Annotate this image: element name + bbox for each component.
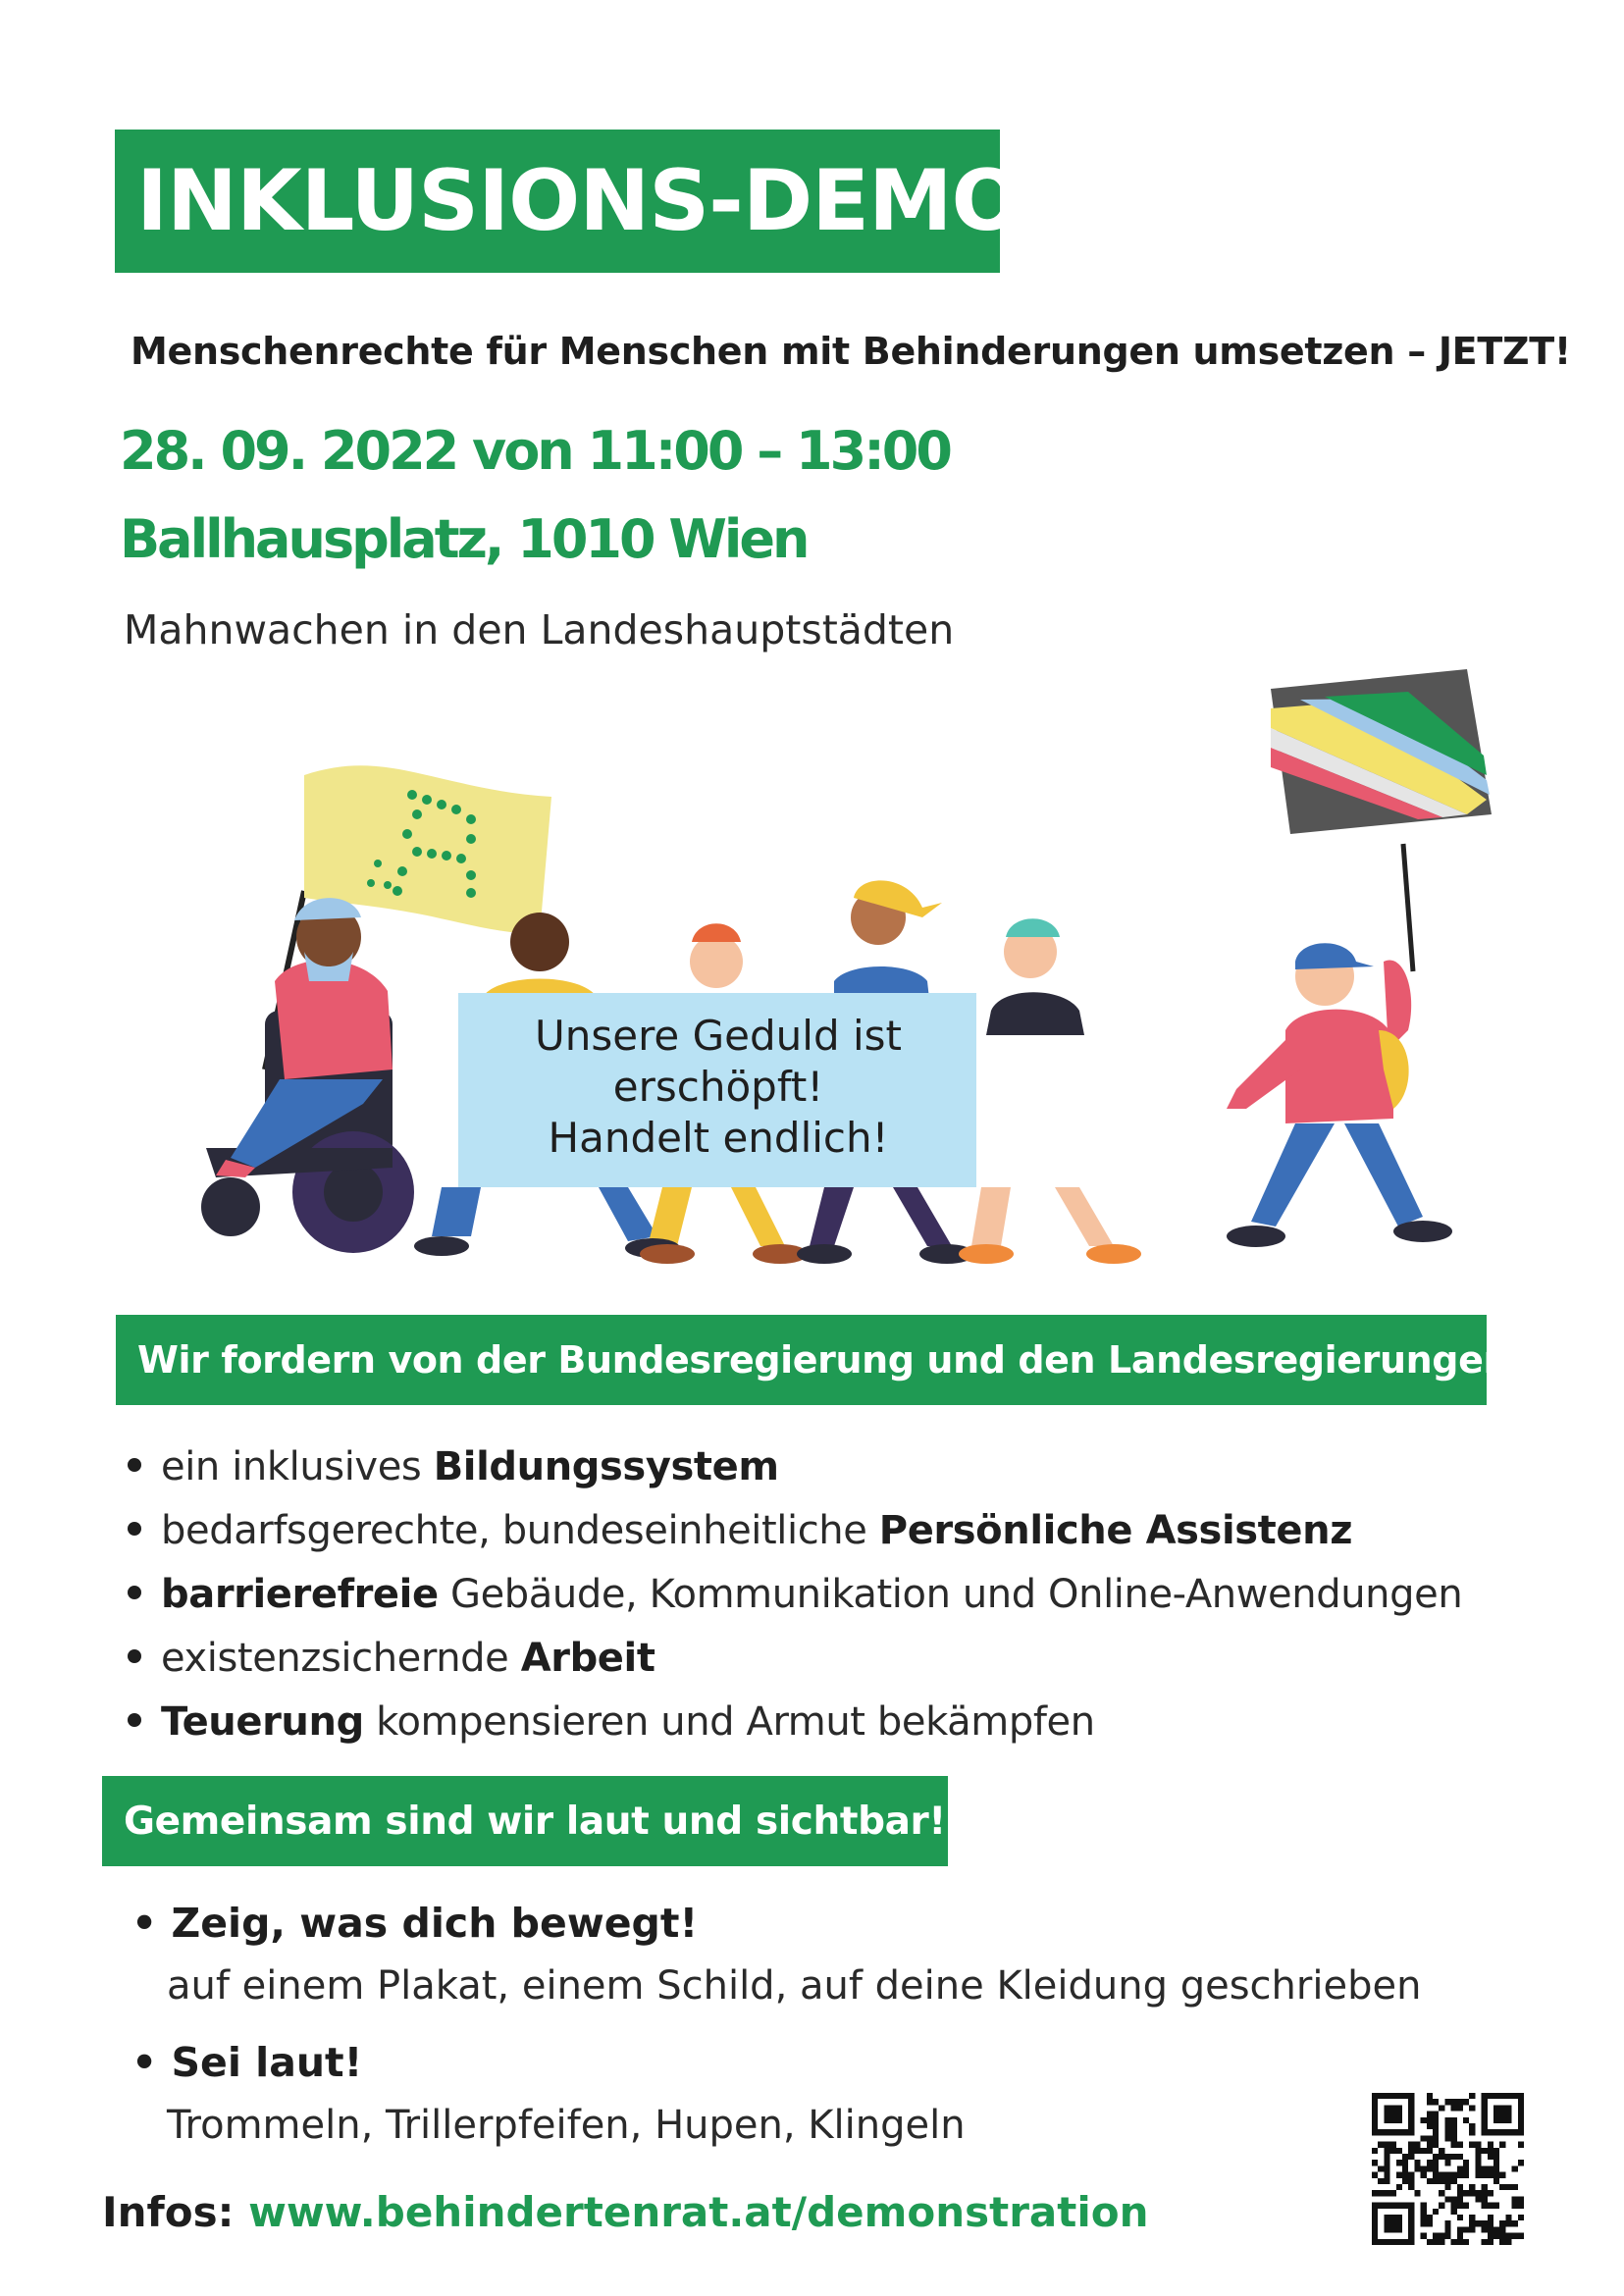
demand-text: existenzsichernde — [161, 1636, 521, 1681]
list-item — [131, 2031, 1421, 2157]
protest-banner-line-3: Handelt endlich! — [548, 1114, 889, 1162]
demand-text: ein inklusives — [161, 1444, 434, 1489]
page-title: INKLUSIONS-DEMO — [136, 152, 1022, 250]
bullet-icon — [128, 1522, 141, 1536]
demand-text: kompensieren und Armut bekämpfen — [363, 1699, 1095, 1745]
demands-list — [128, 1435, 1462, 1754]
list-item — [128, 1563, 1462, 1627]
list-item — [128, 1435, 1462, 1499]
title-banner — [115, 130, 1022, 273]
list-item — [131, 1892, 1421, 2017]
infos-link[interactable]: www.behindertenrat.at/demonstration — [248, 2188, 1149, 2236]
slogan-heading — [102, 1776, 948, 1866]
list-item — [128, 1691, 1462, 1754]
demand-text: Gebäude, Kommunikation und Online-Anwendungen — [438, 1572, 1463, 1617]
demand-bold: barrierefreie — [161, 1572, 439, 1617]
action-heading: • Sei laut! — [131, 2039, 363, 2086]
slogan-text: Gemeinsam sind wir laut und sichtbar! — [124, 1799, 946, 1844]
qr-code-icon[interactable] — [1372, 2093, 1524, 2245]
protest-banner-line-2: erschöpft! — [612, 1063, 824, 1111]
subtitle: Menschenrechte für Menschen mit Behinderungen umsetzen – JETZT! — [131, 330, 1571, 373]
demands-heading — [116, 1315, 1524, 1405]
demand-bold: Arbeit — [520, 1636, 655, 1681]
list-item — [128, 1499, 1462, 1563]
vigil-line: Mahnwachen in den Landeshauptstädten — [124, 606, 955, 653]
bullet-icon — [128, 1458, 141, 1472]
demand-bold: Teuerung — [161, 1699, 364, 1745]
demand-bold: Bildungssystem — [433, 1444, 779, 1489]
demo-illustration — [147, 657, 1521, 1285]
protest-banner-line-1: Unsere Geduld ist — [535, 1012, 902, 1060]
action-detail: Trommeln, Trillerpfeifen, Hupen, Klingeln — [167, 2103, 966, 2148]
wheelchair-person — [201, 898, 414, 1253]
demands-heading-text: Wir fordern von der Bundesregierung und den Landesregierungen: — [137, 1338, 1524, 1382]
date-line: 28. 09. 2022 von 11:00 – 13:00 — [120, 420, 950, 482]
actions-list — [131, 1892, 1421, 2170]
action-detail: auf einem Plakat, einem Schild, auf deine Kleidung geschrieben — [167, 1963, 1422, 2009]
sign-holder-person — [1227, 669, 1492, 1247]
demand-bold: Persönliche Assistenz — [878, 1508, 1353, 1553]
list-item — [128, 1627, 1462, 1691]
demand-text: bedarfsgerechte, bundeseinheitliche — [161, 1508, 879, 1553]
action-heading: • Zeig, was dich bewegt! — [131, 1900, 699, 1947]
bullet-icon — [128, 1586, 141, 1599]
bullet-icon — [128, 1713, 141, 1727]
infos-line — [102, 2188, 1149, 2236]
place-line: Ballhausplatz, 1010 Wien — [120, 508, 808, 570]
bullet-icon — [128, 1649, 141, 1663]
infos-label: Infos: — [102, 2188, 249, 2236]
